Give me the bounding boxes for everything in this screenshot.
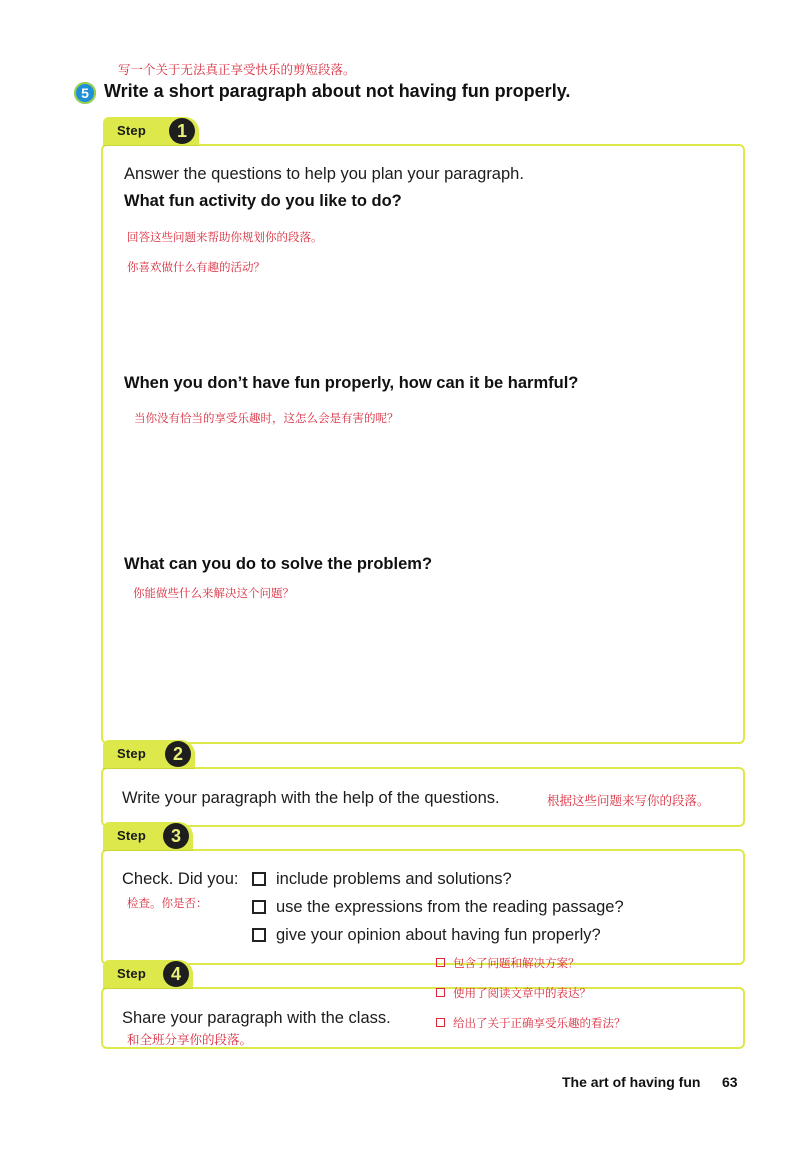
checkbox-icon[interactable]	[252, 928, 266, 942]
step-1-label: Step	[117, 123, 146, 138]
question-2: When you don’t have fun properly, how can it be harmful?	[124, 374, 579, 392]
check-item-1-text: include problems and solutions?	[276, 870, 512, 888]
check-item-2-cn	[436, 985, 591, 1001]
check-item-3	[252, 926, 601, 945]
check-item-1	[252, 870, 512, 889]
check-item-2	[252, 898, 624, 917]
question-1: What fun activity do you like to do?	[124, 192, 402, 210]
question-1-cn: 你喜欢做什么有趣的活动？	[127, 260, 265, 274]
checkbox-icon	[436, 988, 445, 997]
step-3-number: 3	[163, 823, 189, 849]
step-2-tab	[103, 740, 195, 768]
header-cn-instruction: 写一个关于无法真正享受快乐的剪短段落。	[118, 62, 356, 77]
step-4-tab	[103, 960, 193, 988]
question-3-cn: 你能做些什么来解决这个问题？	[133, 586, 294, 600]
step-1-number: 1	[169, 118, 195, 144]
step-1-tab	[103, 117, 199, 145]
exercise-title: Write a short paragraph about not having fun properly.	[104, 81, 571, 101]
step-2-label: Step	[117, 746, 146, 761]
step-2-number: 2	[165, 741, 191, 767]
check-item-2-text: use the expressions from the reading passage?	[276, 898, 624, 916]
exercise-number-badge	[74, 82, 96, 104]
page-number: 63	[722, 1074, 738, 1090]
step-3-label: Step	[117, 828, 146, 843]
question-3: What can you do to solve the problem?	[124, 555, 433, 573]
exercise-number: 5	[81, 85, 89, 101]
step-3-lead-cn: 检查。你是否：	[127, 896, 208, 910]
step-3-lead: Check. Did you:	[122, 870, 239, 888]
check-item-1-cn-text: 包含了问题和解决方案？	[453, 956, 580, 970]
check-item-3-cn-text: 给出了关于正确享受乐趣的看法？	[453, 1016, 626, 1030]
step-2-text: Write your paragraph with the help of the questions.	[122, 789, 500, 807]
check-item-3-text: give your opinion about having fun properly?	[276, 926, 601, 944]
checkbox-icon[interactable]	[252, 872, 266, 886]
step-2-cn: 根据这些问题来写你的段落。	[547, 793, 710, 808]
step-4-label: Step	[117, 966, 146, 981]
step-1-intro-cn: 回答这些问题来帮助你规划你的段落。	[127, 230, 323, 244]
footer-unit-title: The art of having fun	[562, 1074, 701, 1090]
checkbox-icon[interactable]	[252, 900, 266, 914]
step-1-intro: Answer the questions to help you plan your paragraph.	[124, 165, 524, 183]
checkbox-icon	[436, 958, 445, 967]
step-4-number: 4	[163, 961, 189, 987]
step-4-text: Share your paragraph with the class.	[122, 1009, 391, 1027]
check-item-2-cn-text: 使用了阅读文章中的表达？	[453, 986, 591, 1000]
check-item-1-cn	[436, 955, 580, 971]
question-2-cn: 当你没有恰当的享受乐趣时，这怎么会是有害的呢？	[134, 411, 399, 425]
checkbox-icon	[436, 1018, 445, 1027]
step-4-cn: 和全班分享你的段落。	[127, 1032, 253, 1047]
check-item-3-cn	[436, 1015, 626, 1031]
step-3-tab	[103, 822, 193, 850]
